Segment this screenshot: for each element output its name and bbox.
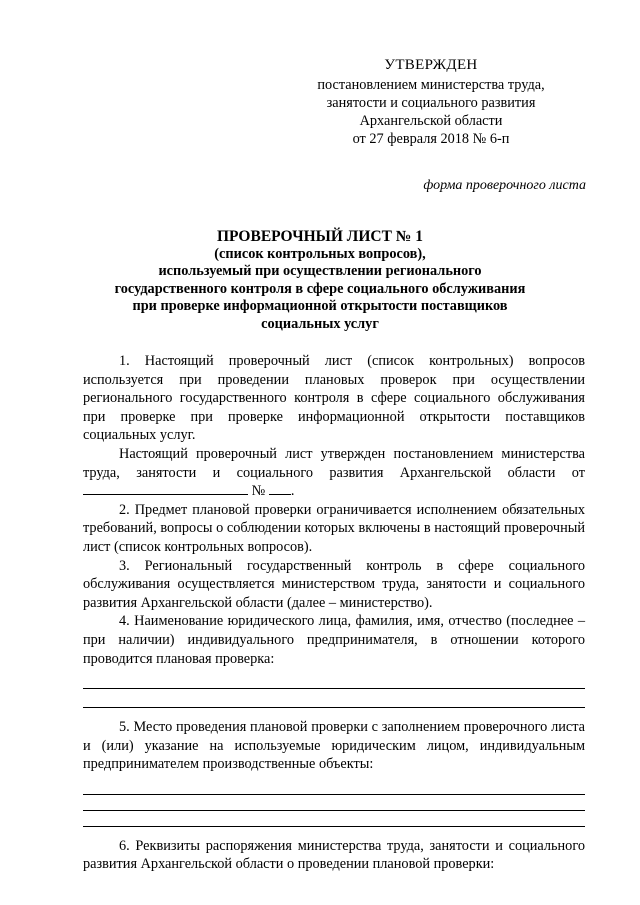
approval-line-2: занятости и социального развития — [326, 95, 536, 111]
paragraph-3: 3. Региональный государственный контроль в сфере социального обслуживания осуществляется министерством труда, занятости и социального развития Архангельской области (далее – министерство). — [83, 557, 585, 611]
date-blank — [83, 494, 248, 495]
title-line-4: государственного контроля в сфере социального обслуживания — [114, 280, 526, 297]
form-note: форма проверочного листа — [423, 178, 586, 193]
title-line-2: (список контрольных вопросов), — [214, 245, 426, 262]
paragraph-1b-text: Настоящий проверочный лист утвержден постановлением министерства труда, занятости и социального развития Архангельской области от — [83, 445, 585, 481]
paragraph-2: 2. Предмет плановой проверки ограничивается исполнением обязательных требований, вопросы о соблюдении которых включены в настоящий проверочный лист (список контрольных вопросов). — [83, 501, 585, 555]
paragraph-1: 1. Настоящий проверочный лист (список контрольных) вопросов используется при проведении плановых проверок при осуществлении регионального государственного контроля в сфере социального обслуживания при проверке при проверке информационной открытости поставщиков социальных услуг. — [83, 353, 585, 444]
paragraph-5: 5. Место проведения плановой проверки с заполнением проверочного листа и (или) указание на используемые юридическим лицом, индивидуальным предпринимателем производственные объекты: — [83, 719, 585, 773]
approval-line-3: Архангельской области — [359, 113, 503, 129]
approval-line-4: от 27 февраля 2018 № 6-п — [352, 131, 510, 147]
document-body — [83, 352, 585, 874]
approval-stamp — [300, 56, 562, 148]
paragraph-4: 4. Наименование юридического лица, фамилия, имя, отчество (последнее – при наличии) индивидуального предпринимателя, в отношении которого проводится плановая проверка: — [83, 613, 585, 667]
paragraph-6: 6. Реквизиты распоряжения министерства труда, занятости и социального развития Архангельской области о проведении плановой проверки: — [83, 837, 585, 873]
approval-line-1: постановлением министерства труда, — [317, 77, 545, 93]
paragraph-1b: Настоящий проверочный лист утвержден постановлением министерства труда, занятости и социального развития Архангельской области от № . — [83, 445, 585, 500]
title-line-3: используемый при осуществлении регионального — [158, 263, 482, 279]
number-blank — [269, 494, 291, 495]
title-main: ПРОВЕРОЧНЫЙ ЛИСТ № 1 — [216, 228, 423, 245]
title-line-5: при проверке информационной открытости поставщиков — [132, 298, 508, 314]
title-line-6: социальных услуг — [261, 315, 379, 332]
document-title — [60, 228, 580, 333]
approval-heading: УТВЕРЖДЕН — [384, 57, 478, 73]
number-sign: № — [251, 483, 266, 500]
